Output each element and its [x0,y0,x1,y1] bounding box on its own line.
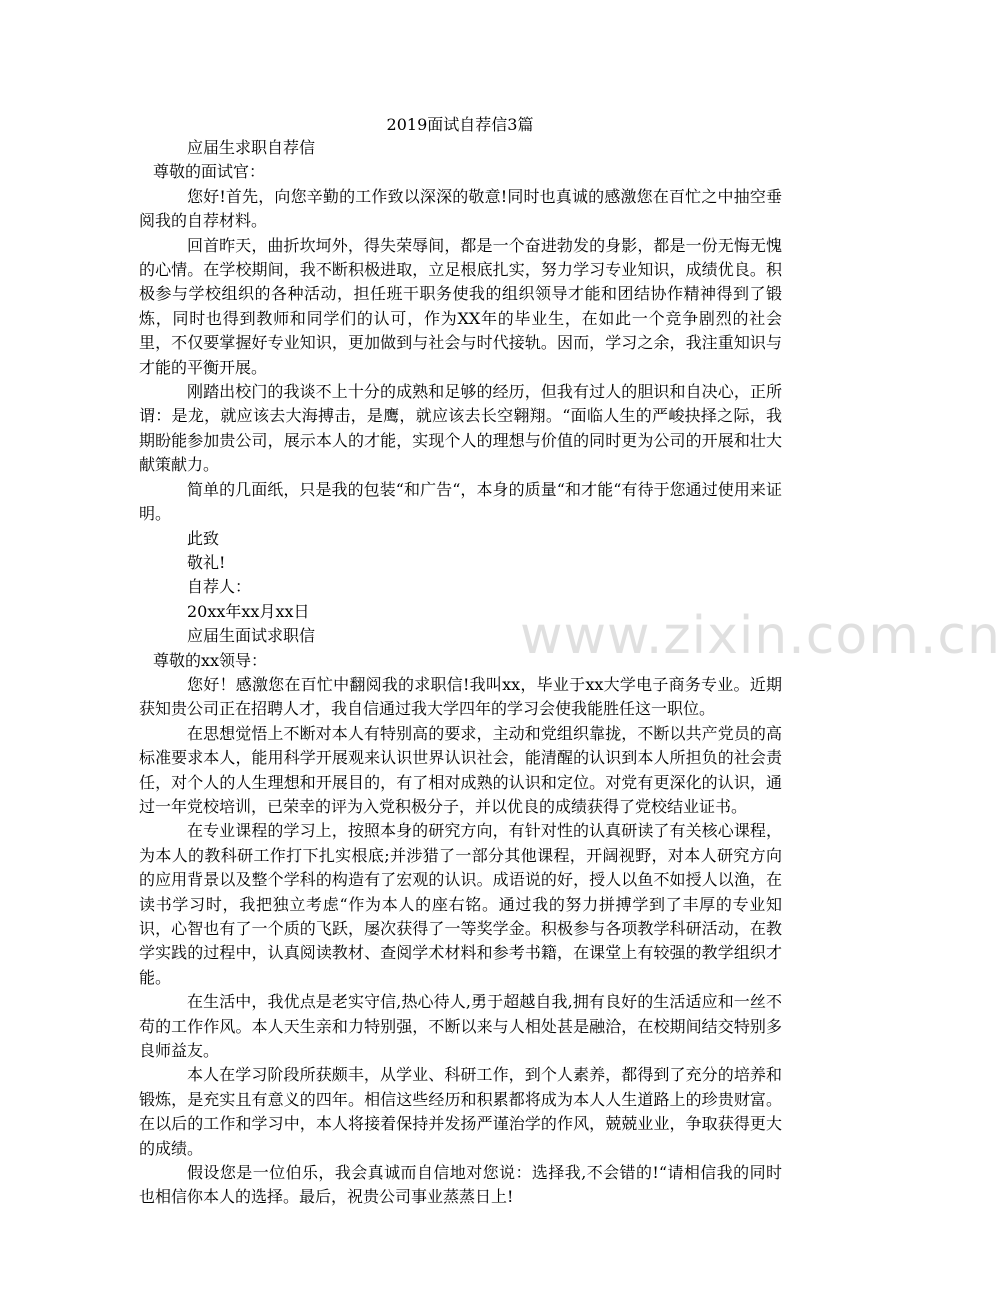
letter-paragraph: 刚踏出校门的我谈不上十分的成熟和足够的经历，但我有过人的胆识和自决心，正所谓：是龙，就应该去大海搏击，是鹰，就应该去长空翱翔。“面临人生的严峻抉择之际，我期盼能参加贵公司，展示本人的才能，实现个人的理想与价值的同时更为公司的开展和壮大献策献力。 [139,382,782,475]
document-title: 2019面试自荐信3篇 [386,115,534,134]
letter-paragraph: 在生活中，我优点是老实守信,热心待人,勇于超越自我,拥有良好的生活适应和一丝不苟的工作作风。本人天生亲和力特别强，不断以来与人相处甚是融洽，在校期间结交特别多良师益友。 [139,992,782,1061]
letter-paragraph: 回首昨天，曲折坎坷外，得失荣辱间，都是一个奋进勃发的身影，都是一份无悔无愧的心情。在学校期间，我不断积极进取，立足根底扎实，努力学习专业知识，成绩优良。积极参与学校组织的各种活动，担任班干职务使我的组织领导才能和团结协作精神得到了锻炼，同时也得到教师和同学们的认可，作为XX年的毕业生，在如此一个竞争剧烈的社会里，不仅要掌握好专业知识，更加做到与社会与时代接轨。因而，学习之余，我注重知识与才能的平衡开展。 [139,235,782,377]
letter-heading: 应届生面试求职信 [187,626,316,646]
letter-2 [139,624,782,1210]
letter-paragraph: 在专业课程的学习上，按照本身的研究方向，有针对性的认真研读了有关核心课程，为本人的教科研工作打下扎实根底;并涉猎了一部分其他课程，开阔视野，对本人研究方向的应用背景以及整个学科的构造有了宏观的认识。成语说的好，授人以鱼不如授人以渔，在读书学习时，我把独立考虑“作为本人的座右铭。通过我的努力拼搏学到了丰厚的专业知识，心智也有了一个质的飞跃，屡次获得了一等奖学金。积极参与各项教学科研活动，在教学实践的过程中，认真阅读教材、查阅学术材料和参考书籍，在课堂上有较强的教学组织才能。 [139,821,782,987]
letter-signature-label: 自荐人： [187,577,252,597]
letter-closing-line: 敬礼! [187,552,226,572]
letter-closing-line: 此致 [187,528,220,548]
letter-salutation: 尊敬的xx领导： [153,650,268,670]
watermark-text: www.zixin.com.cn [520,606,1001,666]
letter-salutation: 尊敬的面试官： [153,162,266,182]
letter-heading: 应届生求职自荐信 [187,138,316,157]
letter-paragraph: 您好！感激您在百忙中翻阅我的求职信!我叫xx，毕业于xx大学电子商务专业。近期获知贵公司正在招聘人才，我自信通过我大学四年的学习会使我能胜任这一职位。 [139,674,782,719]
letter-paragraph: 假设您是一位伯乐，我会真诚而自信地对您说：选择我,不会错的!“请相信我的同时也相信你本人的选择。最后，祝贵公司事业蒸蒸日上! [139,1163,782,1207]
letter-paragraph: 在思想觉悟上不断对本人有特别高的要求，主动和党组织靠拢，不断以共产党员的高标准要求本人，能用科学开展观来认识世界认识社会，能清醒的认识到本人所担负的社会责任，对个人的人生理想和开展目的，有了相对成熟的认识和定位。对党有更深化的认识，通过一年党校培训，已荣幸的评为入党积极分子，并以优良的成绩获得了党校结业证书。 [139,723,782,816]
letter-paragraph: 本人在学习阶段所获颇丰，从学业、科研工作，到个人素养，都得到了充分的培养和锻炼，是充实且有意义的四年。相信这些经历和积累都将成为本人人生道路上的珍贵财富。在以后的工作和学习中，本人将接着保持并发扬严谨治学的作风，兢兢业业，争取获得更大的成绩。 [139,1065,782,1158]
letter-paragraph: 简单的几面纸，只是我的包装“和广告“，本身的质量“和才能“有待于您通过使用来证明。 [139,479,782,524]
document-body [139,136,782,1210]
letter-date: 20xx年xx月xx日 [187,601,310,621]
letter-paragraph: 您好!首先，向您辛勤的工作致以深深的敬意!同时也真诚的感激您在百忙之中抽空垂阅我的自荐材料。 [139,186,782,231]
letter-1 [139,136,782,624]
